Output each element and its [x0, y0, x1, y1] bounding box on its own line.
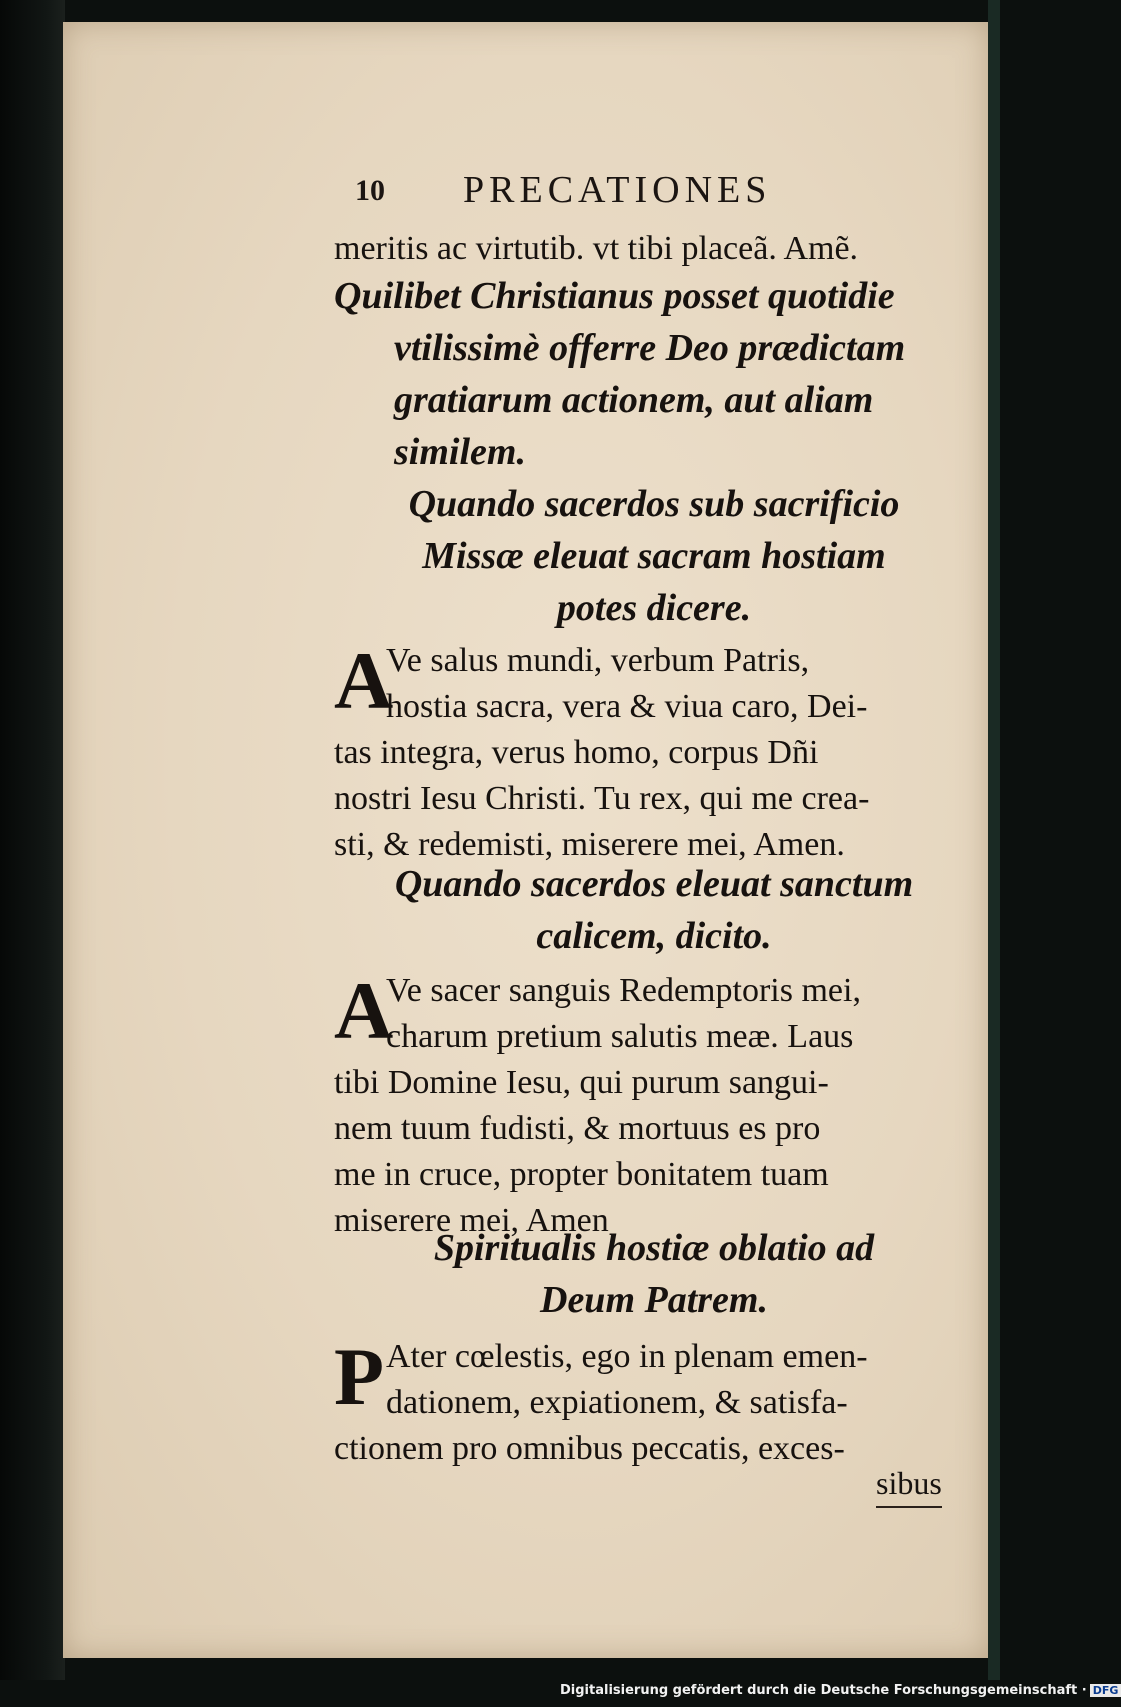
- rubric-heading: [334, 1222, 974, 1326]
- drop-cap: A: [334, 965, 394, 1056]
- catchword: sibus: [876, 1465, 942, 1508]
- drop-cap: P: [334, 1331, 385, 1422]
- text-line: gratiarum actionem, aut aliam: [394, 379, 874, 421]
- text-line-roman: [334, 226, 974, 272]
- text-line: Ater cœlestis, ego in plenam emen-: [386, 1338, 868, 1375]
- text-line: Quando sacerdos sub sacrificio: [408, 483, 900, 525]
- text-line: Ve sacer sanguis Redemptoris mei,: [386, 972, 861, 1009]
- text-line: sti, & redemisti, miserere mei, Amen.: [334, 826, 845, 863]
- digitization-credit: [560, 1683, 1119, 1703]
- rubric-italic: [334, 270, 974, 478]
- text-line: nem tuum fudisti, & mortuus es pro: [334, 1110, 821, 1147]
- text-line: ctionem pro omnibus peccatis, exces-: [334, 1430, 845, 1467]
- page-number: 10: [355, 174, 385, 207]
- text-line: charum pretium salutis meæ. Laus: [386, 1018, 854, 1055]
- text-line: tibi Domine Iesu, qui purum sangui-: [334, 1064, 829, 1101]
- text-line: meritis ac virtutib. vt tibi placeã. Amẽ.: [334, 230, 859, 267]
- text-line: dationem, expiationem, & satisfa-: [386, 1384, 848, 1421]
- text-line: Quilibet Christianus posset quotidie: [334, 275, 895, 317]
- text-line: vtilissimè offerre Deo prædictam: [394, 327, 906, 369]
- text-line: tas integra, verus homo, corpus Dñi: [334, 734, 819, 771]
- text-line: hostia sacra, vera & viua caro, Dei-: [386, 688, 868, 725]
- text-line: Missæ eleuat sacram hostiam: [422, 535, 886, 577]
- text-line: miserere mei, Amen: [334, 1202, 609, 1239]
- text-line: Spiritualis hostiæ oblatio ad: [433, 1227, 875, 1269]
- book-binding-right: [988, 0, 1000, 1680]
- text-line: potes dicere.: [556, 587, 752, 629]
- dfg-logo-icon: DFG: [1090, 1684, 1121, 1697]
- text-line: nostri Iesu Christi. Tu rex, qui me crea-: [334, 780, 870, 817]
- credit-text: Digitalisierung gefördert durch die Deutsche Forschungsgemeinschaft ·: [560, 1683, 1087, 1698]
- prayer-paragraph: [334, 1331, 974, 1472]
- text-line: similem.: [394, 431, 526, 473]
- running-head: [355, 168, 835, 218]
- text-line: Ve salus mundi, verbum Patris,: [386, 642, 810, 679]
- text-line: calicem, dicito.: [536, 915, 772, 957]
- text-line: me in cruce, propter bonitatem tuam: [334, 1156, 829, 1193]
- book-binding-left: [0, 0, 65, 1680]
- drop-cap: A: [334, 635, 394, 726]
- text-line: Deum Patrem.: [540, 1279, 768, 1321]
- prayer-paragraph: [334, 635, 974, 868]
- prayer-paragraph: [334, 965, 974, 1244]
- text-line: Quando sacerdos eleuat sanctum: [394, 863, 914, 905]
- rubric-heading: [334, 858, 974, 962]
- rubric-heading: [334, 478, 974, 634]
- running-title: PRECATIONES: [463, 169, 772, 211]
